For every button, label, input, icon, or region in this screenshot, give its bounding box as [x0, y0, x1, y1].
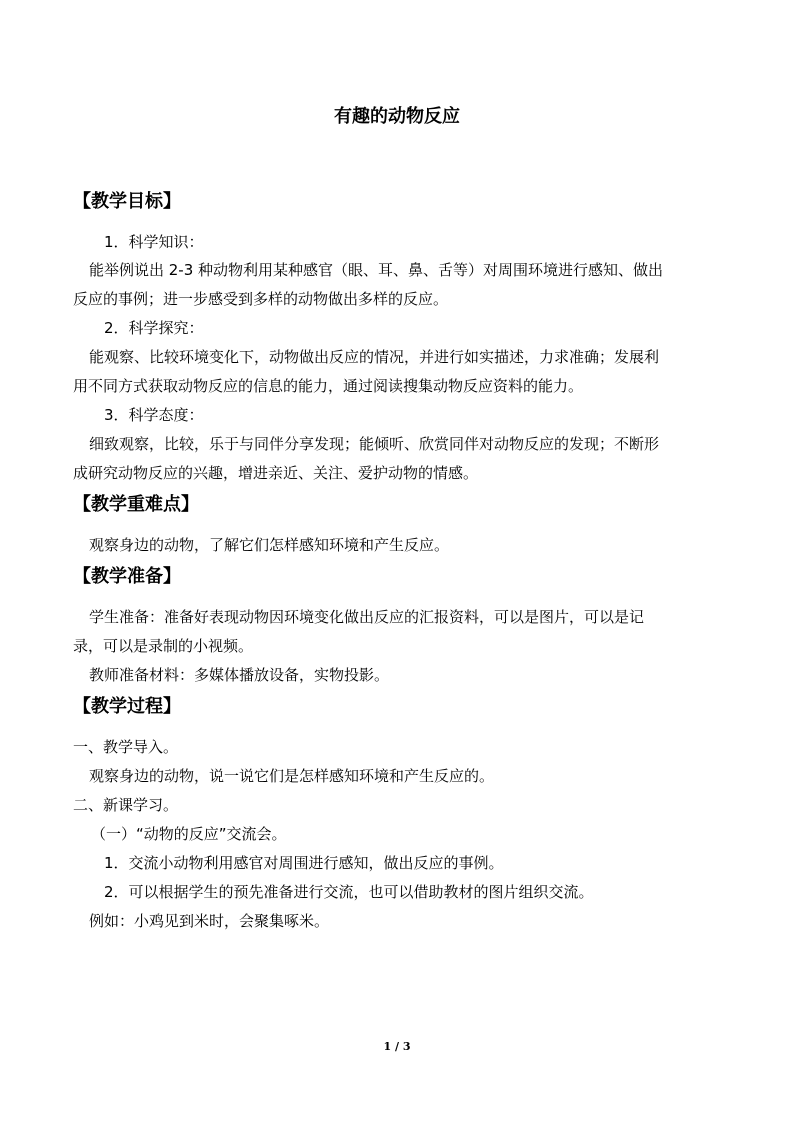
- document-title: 有趣的动物反应: [334, 106, 460, 127]
- goal-2-text-line-1: 能观察、比较环境变化下，动物做出反应的情况，并进行如实描述，力求准确；发展利: [89, 348, 660, 366]
- goal-2-text-line-2: 用不同方式获取动物反应的信息的能力，通过阅读搜集动物反应资料的能力。: [73, 377, 584, 395]
- process-step-1-text: 观察身边的动物，说一说它们是怎样感知环境和产生反应的。: [89, 767, 495, 785]
- process-example: 例如：小鸡见到米时，会聚集啄米。: [89, 912, 330, 930]
- goal-3-text-line-1: 细致观察，比较，乐于与同伴分享发现；能倾听、欣赏同伴对动物反应的发现；不断形: [89, 435, 660, 453]
- teacher-prep-text: 教师准备材料：多媒体播放设备，实物投影。: [89, 666, 390, 684]
- student-prep-line-1: 学生准备：准备好表现动物因环境变化做出反应的汇报资料，可以是图片，可以是记: [89, 608, 645, 626]
- page-number: 1 / 3: [383, 1040, 411, 1053]
- heading-teaching-goals: 【教学目标】: [73, 191, 181, 212]
- key-points-text: 观察身边的动物，了解它们怎样感知环境和产生反应。: [89, 536, 450, 554]
- heading-process: 【教学过程】: [73, 696, 181, 717]
- student-prep-line-2: 录，可以是录制的小视频。: [73, 637, 254, 655]
- goal-1-text-line-1: 能举例说出 2-3 种动物利用某种感官（眼、耳、鼻、舌等）对周围环境进行感知、做出: [89, 261, 664, 279]
- goal-3-text-line-2: 成研究动物反应的兴趣，增进亲近、关注、爱护动物的情感。: [73, 464, 479, 482]
- process-step-1: 一、教学导入。: [73, 738, 179, 756]
- process-step-2-subheading: （一）“动物的反应”交流会。: [91, 825, 287, 843]
- process-item-2: 2．可以根据学生的预先准备进行交流，也可以借助教材的图片组织交流。: [104, 883, 594, 901]
- heading-key-points: 【教学重难点】: [73, 494, 199, 515]
- goal-2-label: 2．科学探究：: [104, 319, 204, 337]
- goal-1-text-line-2: 反应的事例；进一步感受到多样的动物做出多样的反应。: [73, 290, 449, 308]
- goal-3-label: 3．科学态度：: [104, 406, 204, 424]
- process-step-2: 二、新课学习。: [73, 796, 179, 814]
- goal-1-label: 1．科学知识：: [104, 233, 204, 251]
- process-item-1: 1．交流小动物利用感官对周围进行感知，做出反应的事例。: [104, 854, 504, 872]
- heading-preparation: 【教学准备】: [73, 566, 181, 587]
